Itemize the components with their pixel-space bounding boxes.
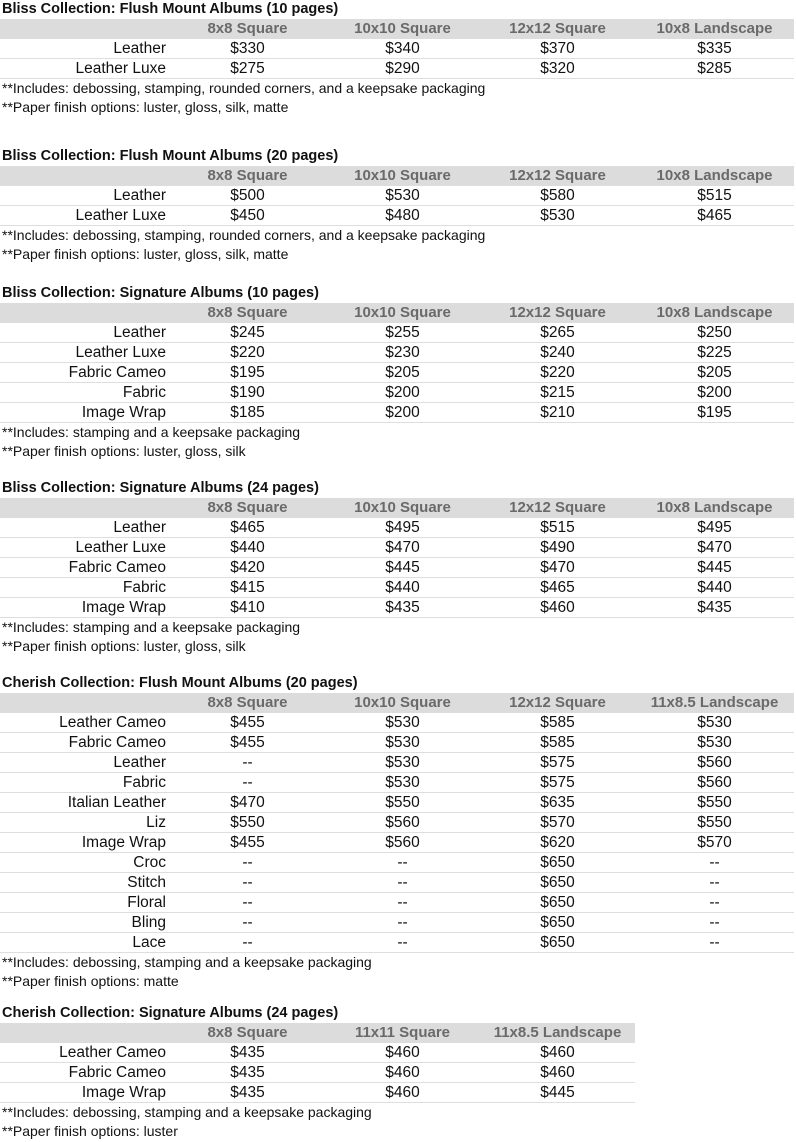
price-cell: $550	[635, 812, 794, 832]
table-row	[0, 577, 794, 597]
price-cell: $470	[170, 792, 325, 812]
table-row	[0, 912, 794, 932]
row-label: Leather	[0, 39, 170, 59]
price-cell: $255	[325, 323, 480, 343]
row-label: Fabric	[0, 772, 170, 792]
price-cell: --	[635, 852, 794, 872]
includes-note: **Includes: debossing, stamping, rounded corners, and a keepsake packaging	[2, 226, 486, 243]
table-header-row	[0, 19, 794, 39]
price-cell: $215	[480, 382, 635, 402]
table-header-row	[0, 693, 794, 713]
price-section-3	[0, 284, 794, 462]
price-cell: $445	[635, 557, 794, 577]
price-cell: $200	[325, 382, 480, 402]
price-cell: $245	[170, 323, 325, 343]
paper-finish-note: **Paper finish options: luster, gloss, silk	[2, 638, 246, 654]
row-label: Bling	[0, 912, 170, 932]
row-label: Image Wrap	[0, 402, 170, 422]
table-row	[0, 752, 794, 772]
price-cell: $650	[480, 912, 635, 932]
column-header-10x8-landscape: 10x8 Landscape	[635, 498, 794, 518]
price-cell: --	[170, 752, 325, 772]
row-label: Image Wrap	[0, 1082, 170, 1102]
price-table	[0, 498, 794, 618]
price-cell: $455	[170, 713, 325, 733]
row-label: Image Wrap	[0, 832, 170, 852]
column-header-10x10-square: 10x10 Square	[325, 498, 480, 518]
table-header-row	[0, 1023, 635, 1043]
price-cell: $560	[635, 752, 794, 772]
price-section-5	[0, 674, 794, 992]
column-header-11x8-5-landscape: 11x8.5 Landscape	[635, 693, 794, 713]
price-cell: $530	[325, 732, 480, 752]
column-header-12x12-square: 12x12 Square	[480, 693, 635, 713]
price-cell: $460	[480, 597, 635, 617]
price-section-6	[0, 1004, 635, 1142]
column-header-10x10-square: 10x10 Square	[325, 166, 480, 186]
price-cell: $415	[170, 577, 325, 597]
row-label: Stitch	[0, 872, 170, 892]
price-cell: $370	[480, 39, 635, 59]
table-row	[0, 518, 794, 538]
price-cell: $575	[480, 752, 635, 772]
price-cell: --	[170, 872, 325, 892]
row-label: Leather Luxe	[0, 342, 170, 362]
price-cell: $550	[170, 812, 325, 832]
price-cell: $445	[325, 557, 480, 577]
price-cell: $440	[325, 577, 480, 597]
table-row	[0, 39, 794, 59]
price-cell: $445	[480, 1082, 635, 1102]
includes-note: **Includes: stamping and a keepsake packaging	[2, 423, 301, 440]
column-header-8x8-square: 8x8 Square	[170, 498, 325, 518]
price-cell: --	[635, 932, 794, 952]
paper-finish-note: **Paper finish options: matte	[2, 973, 179, 989]
section-title: Bliss Collection: Signature Albums (10 pages)	[2, 285, 319, 301]
price-cell: $460	[480, 1062, 635, 1082]
table-row	[0, 772, 794, 792]
row-label: Fabric Cameo	[0, 1062, 170, 1082]
row-label: Leather Cameo	[0, 1043, 170, 1063]
price-table	[0, 303, 794, 423]
table-row	[0, 382, 794, 402]
table-row	[0, 1082, 635, 1102]
price-cell: --	[325, 872, 480, 892]
price-cell: $200	[635, 382, 794, 402]
column-header-12x12-square: 12x12 Square	[480, 19, 635, 39]
price-cell: $225	[635, 342, 794, 362]
price-table	[0, 166, 794, 226]
price-cell: $265	[480, 323, 635, 343]
row-label: Leather Luxe	[0, 58, 170, 78]
price-cell: $585	[480, 713, 635, 733]
table-row	[0, 832, 794, 852]
price-section-1	[0, 0, 794, 118]
table-row	[0, 402, 794, 422]
table-row	[0, 342, 794, 362]
table-row	[0, 713, 794, 733]
price-cell: --	[325, 932, 480, 952]
price-cell: $330	[170, 39, 325, 59]
column-header-11x8-5-landscape: 11x8.5 Landscape	[480, 1023, 635, 1043]
price-cell: --	[635, 892, 794, 912]
price-cell: --	[170, 912, 325, 932]
price-cell: $205	[635, 362, 794, 382]
table-row	[0, 537, 794, 557]
price-cell: --	[170, 772, 325, 792]
table-row	[0, 892, 794, 912]
price-cell: $420	[170, 557, 325, 577]
column-header-10x10-square: 10x10 Square	[325, 693, 480, 713]
price-cell: $560	[325, 812, 480, 832]
price-cell: $470	[325, 537, 480, 557]
price-cell: $650	[480, 932, 635, 952]
section-title: Bliss Collection: Signature Albums (24 pages)	[2, 480, 319, 496]
column-header-10x8-landscape: 10x8 Landscape	[635, 19, 794, 39]
section-title: Bliss Collection: Flush Mount Albums (20 pages)	[2, 148, 339, 164]
price-cell: $480	[325, 205, 480, 225]
price-table	[0, 1023, 635, 1103]
header-spacer	[0, 303, 170, 323]
price-cell: $530	[635, 713, 794, 733]
price-cell: $470	[635, 537, 794, 557]
price-cell: $450	[170, 205, 325, 225]
price-cell: $190	[170, 382, 325, 402]
price-cell: --	[325, 912, 480, 932]
column-header-12x12-square: 12x12 Square	[480, 303, 635, 323]
price-cell: $530	[325, 752, 480, 772]
price-cell: $435	[170, 1043, 325, 1063]
column-header-8x8-square: 8x8 Square	[170, 303, 325, 323]
price-cell: $560	[635, 772, 794, 792]
row-label: Leather Luxe	[0, 205, 170, 225]
price-cell: $340	[325, 39, 480, 59]
includes-note: **Includes: debossing, stamping and a keepsake packaging	[2, 953, 372, 970]
row-label: Leather	[0, 518, 170, 538]
price-table	[0, 693, 794, 953]
includes-note: **Includes: stamping and a keepsake packaging	[2, 618, 301, 635]
row-label: Floral	[0, 892, 170, 912]
row-label: Image Wrap	[0, 597, 170, 617]
price-cell: $570	[480, 812, 635, 832]
row-label: Fabric Cameo	[0, 362, 170, 382]
price-cell: $220	[480, 362, 635, 382]
section-title: Bliss Collection: Flush Mount Albums (10 pages)	[2, 1, 339, 17]
row-label: Fabric	[0, 382, 170, 402]
price-cell: $320	[480, 58, 635, 78]
row-label: Leather Cameo	[0, 713, 170, 733]
table-row	[0, 362, 794, 382]
price-cell: $650	[480, 852, 635, 872]
table-row	[0, 852, 794, 872]
price-cell: $195	[635, 402, 794, 422]
includes-note: **Includes: debossing, stamping and a keepsake packaging	[2, 1103, 372, 1120]
price-section-4	[0, 479, 794, 657]
row-label: Leather	[0, 186, 170, 206]
price-cell: $185	[170, 402, 325, 422]
price-cell: $620	[480, 832, 635, 852]
section-title: Cherish Collection: Signature Albums (24 pages)	[2, 1005, 339, 1021]
price-table	[0, 19, 794, 79]
price-cell: $240	[480, 342, 635, 362]
table-header-row	[0, 166, 794, 186]
price-cell: --	[170, 892, 325, 912]
price-cell: $570	[635, 832, 794, 852]
price-cell: $575	[480, 772, 635, 792]
price-cell: $230	[325, 342, 480, 362]
price-cell: $455	[170, 832, 325, 852]
table-row	[0, 1043, 635, 1063]
table-row	[0, 597, 794, 617]
price-cell: --	[325, 892, 480, 912]
column-header-10x10-square: 10x10 Square	[325, 303, 480, 323]
column-header-10x8-landscape: 10x8 Landscape	[635, 166, 794, 186]
price-cell: $530	[325, 772, 480, 792]
paper-finish-note: **Paper finish options: luster, gloss, silk, matte	[2, 246, 289, 262]
price-cell: $435	[170, 1062, 325, 1082]
price-cell: $200	[325, 402, 480, 422]
price-cell: $335	[635, 39, 794, 59]
column-header-10x8-landscape: 10x8 Landscape	[635, 303, 794, 323]
column-header-12x12-square: 12x12 Square	[480, 166, 635, 186]
table-row	[0, 186, 794, 206]
price-cell: $530	[325, 713, 480, 733]
row-label: Liz	[0, 812, 170, 832]
price-cell: $410	[170, 597, 325, 617]
column-header-11x11-square: 11x11 Square	[325, 1023, 480, 1043]
price-cell: $550	[635, 792, 794, 812]
section-title: Cherish Collection: Flush Mount Albums (20 pages)	[2, 675, 358, 691]
column-header-8x8-square: 8x8 Square	[170, 166, 325, 186]
price-cell: --	[325, 852, 480, 872]
paper-finish-note: **Paper finish options: luster, gloss, silk, matte	[2, 99, 289, 115]
column-header-10x10-square: 10x10 Square	[325, 19, 480, 39]
price-cell: $460	[325, 1082, 480, 1102]
price-cell: $470	[480, 557, 635, 577]
price-section-2	[0, 147, 794, 265]
price-cell: $530	[325, 186, 480, 206]
column-header-8x8-square: 8x8 Square	[170, 1023, 325, 1043]
paper-finish-note: **Paper finish options: luster	[2, 1123, 178, 1139]
price-cell: $455	[170, 732, 325, 752]
table-row	[0, 1062, 635, 1082]
price-cell: $460	[480, 1043, 635, 1063]
table-row	[0, 205, 794, 225]
price-cell: --	[635, 872, 794, 892]
table-row	[0, 812, 794, 832]
price-cell: $650	[480, 892, 635, 912]
header-spacer	[0, 693, 170, 713]
row-label: Fabric Cameo	[0, 732, 170, 752]
price-cell: $195	[170, 362, 325, 382]
price-cell: --	[170, 932, 325, 952]
table-row	[0, 792, 794, 812]
table-row	[0, 557, 794, 577]
price-cell: $435	[635, 597, 794, 617]
price-cell: $275	[170, 58, 325, 78]
price-cell: $205	[325, 362, 480, 382]
row-label: Fabric	[0, 577, 170, 597]
price-cell: $635	[480, 792, 635, 812]
table-header-row	[0, 303, 794, 323]
table-row	[0, 58, 794, 78]
row-label: Croc	[0, 852, 170, 872]
row-label: Leather	[0, 323, 170, 343]
table-row	[0, 323, 794, 343]
price-cell: $210	[480, 402, 635, 422]
price-cell: $460	[325, 1062, 480, 1082]
header-spacer	[0, 1023, 170, 1043]
row-label: Fabric Cameo	[0, 557, 170, 577]
price-cell: $465	[170, 518, 325, 538]
price-cell: $490	[480, 537, 635, 557]
price-cell: $465	[635, 205, 794, 225]
price-cell: $285	[635, 58, 794, 78]
table-row	[0, 872, 794, 892]
price-cell: $290	[325, 58, 480, 78]
header-spacer	[0, 19, 170, 39]
price-cell: --	[170, 852, 325, 872]
price-cell: $500	[170, 186, 325, 206]
price-cell: $550	[325, 792, 480, 812]
price-cell: $460	[325, 1043, 480, 1063]
column-header-12x12-square: 12x12 Square	[480, 498, 635, 518]
price-cell: $220	[170, 342, 325, 362]
price-cell: $495	[635, 518, 794, 538]
price-cell: $580	[480, 186, 635, 206]
price-cell: $250	[635, 323, 794, 343]
price-cell: $530	[635, 732, 794, 752]
price-cell: $515	[480, 518, 635, 538]
price-cell: $515	[635, 186, 794, 206]
price-cell: $650	[480, 872, 635, 892]
price-cell: $440	[170, 537, 325, 557]
header-spacer	[0, 166, 170, 186]
table-header-row	[0, 498, 794, 518]
price-cell: $585	[480, 732, 635, 752]
table-row	[0, 932, 794, 952]
price-cell: $440	[635, 577, 794, 597]
price-cell: $435	[170, 1082, 325, 1102]
price-cell: $530	[480, 205, 635, 225]
column-header-8x8-square: 8x8 Square	[170, 19, 325, 39]
price-cell: --	[635, 912, 794, 932]
row-label: Italian Leather	[0, 792, 170, 812]
price-cell: $495	[325, 518, 480, 538]
row-label: Leather Luxe	[0, 537, 170, 557]
table-row	[0, 732, 794, 752]
includes-note: **Includes: debossing, stamping, rounded corners, and a keepsake packaging	[2, 79, 486, 96]
price-cell: $435	[325, 597, 480, 617]
paper-finish-note: **Paper finish options: luster, gloss, silk	[2, 443, 246, 459]
row-label: Leather	[0, 752, 170, 772]
column-header-8x8-square: 8x8 Square	[170, 693, 325, 713]
row-label: Lace	[0, 932, 170, 952]
header-spacer	[0, 498, 170, 518]
price-cell: $560	[325, 832, 480, 852]
price-cell: $465	[480, 577, 635, 597]
